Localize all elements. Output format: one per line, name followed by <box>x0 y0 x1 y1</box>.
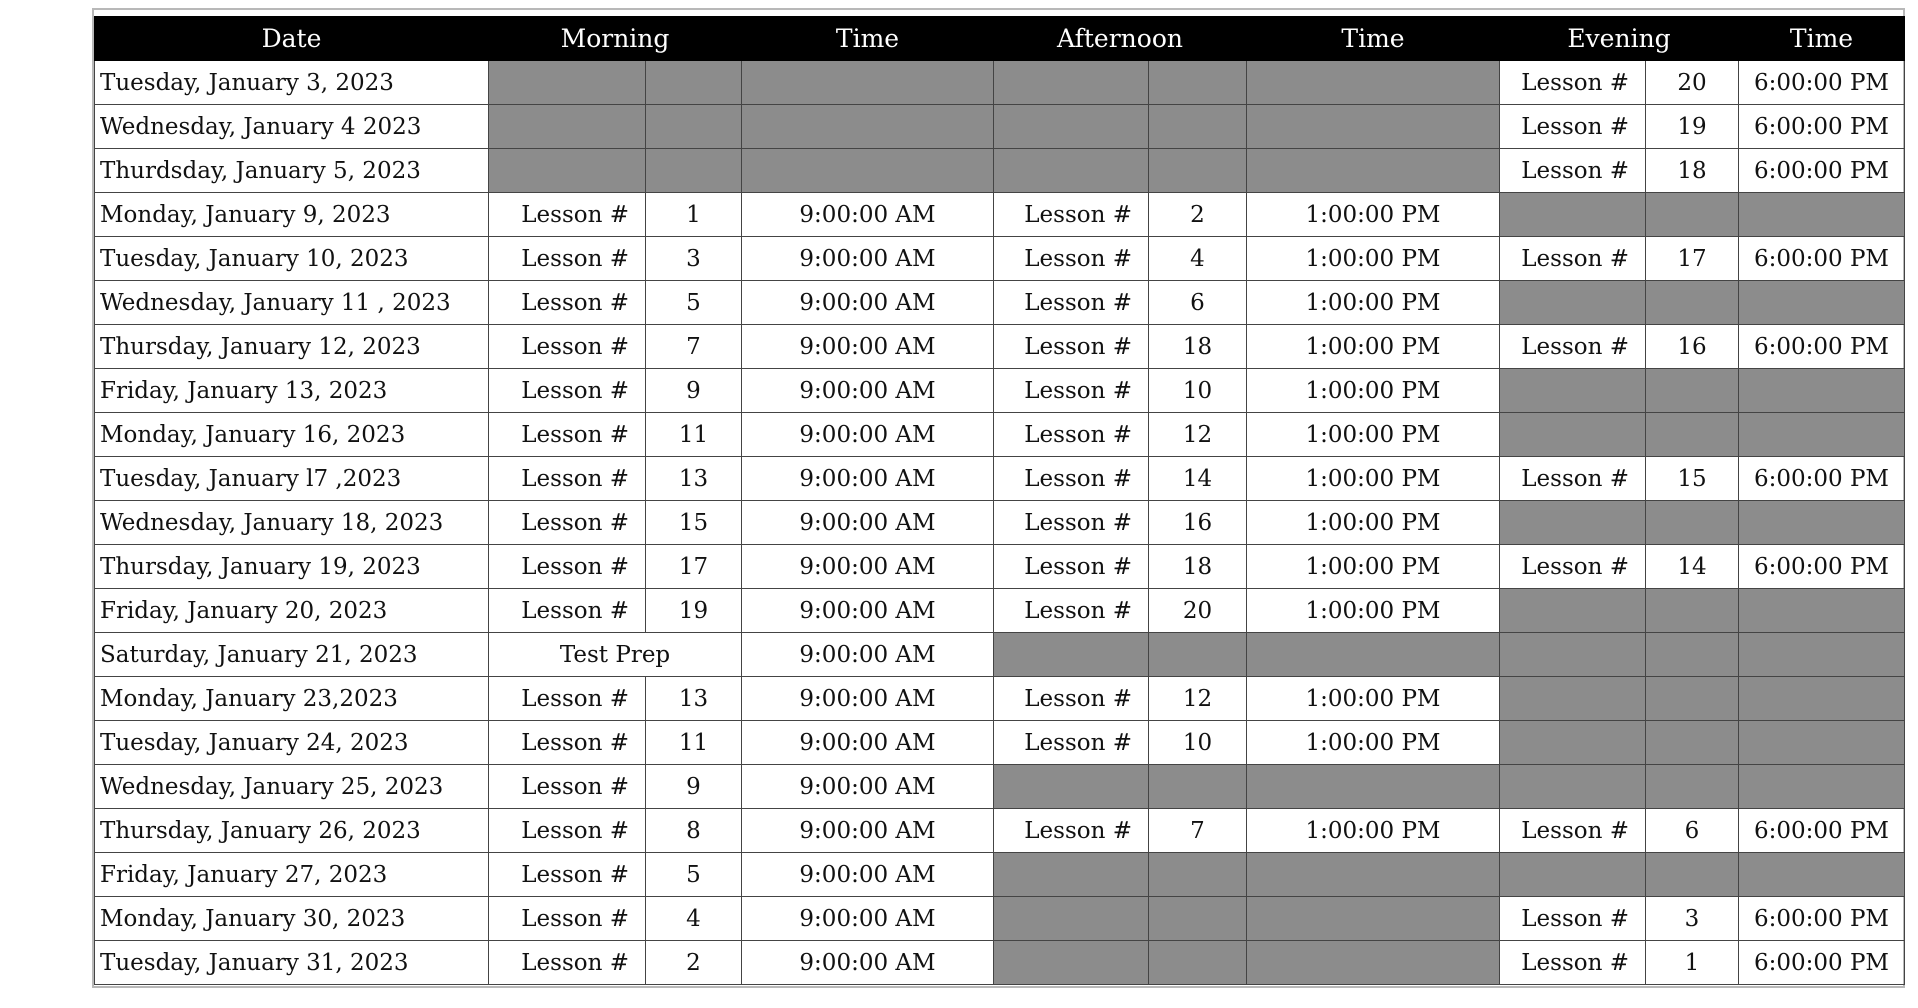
afternoon-empty-cell <box>1149 105 1247 149</box>
evening-lesson-label: Lesson # <box>1500 237 1646 281</box>
evening-lesson-label: Lesson # <box>1500 897 1646 941</box>
morning-lesson-number: 5 <box>646 281 742 325</box>
morning-lesson-number: 11 <box>646 721 742 765</box>
afternoon-time: 1:00:00 PM <box>1247 193 1500 237</box>
evening-empty-cell <box>1500 721 1646 765</box>
table-row <box>95 589 1905 633</box>
morning-lesson-label: Lesson # <box>489 369 646 413</box>
date-cell: Monday, January 16, 2023 <box>95 413 489 457</box>
afternoon-lesson-label: Lesson # <box>994 721 1149 765</box>
table-row <box>95 457 1905 501</box>
evening-time: 6:00:00 PM <box>1739 325 1905 369</box>
afternoon-time: 1:00:00 PM <box>1247 809 1500 853</box>
afternoon-empty-cell <box>1149 765 1247 809</box>
afternoon-time: 1:00:00 PM <box>1247 369 1500 413</box>
afternoon-time: 1:00:00 PM <box>1247 457 1500 501</box>
morning-time: 9:00:00 AM <box>742 721 994 765</box>
afternoon-lesson-number: 2 <box>1149 193 1247 237</box>
morning-time: 9:00:00 AM <box>742 457 994 501</box>
afternoon-lesson-number: 18 <box>1149 325 1247 369</box>
table-row <box>95 941 1905 985</box>
morning-lesson-label: Lesson # <box>489 765 646 809</box>
morning-time: 9:00:00 AM <box>742 677 994 721</box>
afternoon-time: 1:00:00 PM <box>1247 325 1500 369</box>
morning-lesson-number: 15 <box>646 501 742 545</box>
table-row <box>95 325 1905 369</box>
date-cell: Friday, January 27, 2023 <box>95 853 489 897</box>
evening-lesson-label: Lesson # <box>1500 61 1646 105</box>
evening-empty-cell <box>1646 369 1739 413</box>
evening-empty-cell <box>1646 281 1739 325</box>
date-cell: Wednesday, January 4 2023 <box>95 105 489 149</box>
date-cell: Monday, January 23,2023 <box>95 677 489 721</box>
evening-lesson-number: 17 <box>1646 237 1739 281</box>
morning-lesson-label: Lesson # <box>489 457 646 501</box>
afternoon-lesson-number: 16 <box>1149 501 1247 545</box>
afternoon-empty-cell <box>994 633 1149 677</box>
morning-lesson-number: 3 <box>646 237 742 281</box>
afternoon-lesson-number: 7 <box>1149 809 1247 853</box>
table-row <box>95 413 1905 457</box>
date-cell: Wednesday, January 18, 2023 <box>95 501 489 545</box>
header-row <box>95 17 1905 61</box>
evening-time: 6:00:00 PM <box>1739 457 1905 501</box>
afternoon-lesson-label: Lesson # <box>994 809 1149 853</box>
evening-lesson-number: 6 <box>1646 809 1739 853</box>
header-morning-time: Time <box>742 17 994 61</box>
evening-time: 6:00:00 PM <box>1739 897 1905 941</box>
evening-lesson-number: 15 <box>1646 457 1739 501</box>
morning-lesson-number: 7 <box>646 325 742 369</box>
morning-time: 9:00:00 AM <box>742 501 994 545</box>
evening-empty-cell <box>1739 677 1905 721</box>
evening-empty-cell <box>1500 369 1646 413</box>
afternoon-lesson-number: 6 <box>1149 281 1247 325</box>
afternoon-empty-cell <box>994 765 1149 809</box>
afternoon-empty-cell <box>1149 941 1247 985</box>
afternoon-lesson-label: Lesson # <box>994 325 1149 369</box>
header-evening-time: Time <box>1739 17 1905 61</box>
afternoon-empty-cell <box>1247 853 1500 897</box>
evening-lesson-label: Lesson # <box>1500 325 1646 369</box>
afternoon-empty-cell <box>994 897 1149 941</box>
evening-empty-cell <box>1739 765 1905 809</box>
afternoon-time: 1:00:00 PM <box>1247 721 1500 765</box>
evening-time: 6:00:00 PM <box>1739 105 1905 149</box>
morning-lesson-label: Lesson # <box>489 721 646 765</box>
morning-time: 9:00:00 AM <box>742 589 994 633</box>
schedule-body <box>95 61 1905 985</box>
morning-special-cell: Test Prep <box>489 633 742 677</box>
morning-empty-cell <box>742 105 994 149</box>
table-row <box>95 545 1905 589</box>
afternoon-lesson-label: Lesson # <box>994 369 1149 413</box>
morning-lesson-label: Lesson # <box>489 413 646 457</box>
evening-lesson-number: 19 <box>1646 105 1739 149</box>
afternoon-lesson-label: Lesson # <box>994 457 1149 501</box>
date-cell: Tuesday, January 24, 2023 <box>95 721 489 765</box>
evening-lesson-number: 1 <box>1646 941 1739 985</box>
table-row <box>95 897 1905 941</box>
date-cell: Tuesday, January l7 ,2023 <box>95 457 489 501</box>
afternoon-empty-cell <box>1247 765 1500 809</box>
afternoon-empty-cell <box>994 149 1149 193</box>
evening-lesson-label: Lesson # <box>1500 105 1646 149</box>
morning-time: 9:00:00 AM <box>742 369 994 413</box>
table-row <box>95 633 1905 677</box>
date-cell: Friday, January 13, 2023 <box>95 369 489 413</box>
morning-empty-cell <box>489 61 646 105</box>
afternoon-time: 1:00:00 PM <box>1247 237 1500 281</box>
header-afternoon: Afternoon <box>994 17 1247 61</box>
morning-lesson-label: Lesson # <box>489 281 646 325</box>
afternoon-lesson-number: 10 <box>1149 369 1247 413</box>
evening-lesson-number: 20 <box>1646 61 1739 105</box>
evening-empty-cell <box>1500 193 1646 237</box>
morning-empty-cell <box>489 149 646 193</box>
table-row <box>95 193 1905 237</box>
evening-empty-cell <box>1500 501 1646 545</box>
table-row <box>95 809 1905 853</box>
afternoon-time: 1:00:00 PM <box>1247 677 1500 721</box>
header-date: Date <box>95 17 489 61</box>
morning-lesson-label: Lesson # <box>489 325 646 369</box>
evening-empty-cell <box>1500 633 1646 677</box>
evening-empty-cell <box>1646 633 1739 677</box>
afternoon-lesson-label: Lesson # <box>994 237 1149 281</box>
date-cell: Monday, January 9, 2023 <box>95 193 489 237</box>
evening-time: 6:00:00 PM <box>1739 61 1905 105</box>
morning-empty-cell <box>742 61 994 105</box>
morning-empty-cell <box>646 105 742 149</box>
evening-empty-cell <box>1739 193 1905 237</box>
morning-time: 9:00:00 AM <box>742 941 994 985</box>
afternoon-lesson-label: Lesson # <box>994 413 1149 457</box>
evening-lesson-label: Lesson # <box>1500 941 1646 985</box>
morning-lesson-number: 9 <box>646 765 742 809</box>
morning-lesson-number: 17 <box>646 545 742 589</box>
morning-time: 9:00:00 AM <box>742 765 994 809</box>
afternoon-lesson-number: 18 <box>1149 545 1247 589</box>
table-row <box>95 721 1905 765</box>
afternoon-empty-cell <box>994 105 1149 149</box>
morning-time: 9:00:00 AM <box>742 281 994 325</box>
evening-empty-cell <box>1500 677 1646 721</box>
afternoon-empty-cell <box>1247 149 1500 193</box>
afternoon-empty-cell <box>1149 633 1247 677</box>
table-row <box>95 677 1905 721</box>
afternoon-empty-cell <box>1149 897 1247 941</box>
afternoon-empty-cell <box>994 61 1149 105</box>
afternoon-lesson-number: 14 <box>1149 457 1247 501</box>
afternoon-lesson-number: 12 <box>1149 677 1247 721</box>
evening-empty-cell <box>1739 369 1905 413</box>
afternoon-lesson-number: 4 <box>1149 237 1247 281</box>
evening-empty-cell <box>1646 589 1739 633</box>
table-row <box>95 237 1905 281</box>
afternoon-lesson-number: 12 <box>1149 413 1247 457</box>
table-row <box>95 61 1905 105</box>
afternoon-empty-cell <box>1247 61 1500 105</box>
evening-lesson-number: 3 <box>1646 897 1739 941</box>
afternoon-empty-cell <box>994 853 1149 897</box>
date-cell: Tuesday, January 10, 2023 <box>95 237 489 281</box>
morning-lesson-number: 9 <box>646 369 742 413</box>
date-cell: Wednesday, January 25, 2023 <box>95 765 489 809</box>
morning-lesson-number: 19 <box>646 589 742 633</box>
date-cell: Thursday, January 26, 2023 <box>95 809 489 853</box>
header-afternoon-time: Time <box>1247 17 1500 61</box>
afternoon-time: 1:00:00 PM <box>1247 281 1500 325</box>
afternoon-empty-cell <box>1149 149 1247 193</box>
morning-lesson-label: Lesson # <box>489 897 646 941</box>
morning-lesson-label: Lesson # <box>489 501 646 545</box>
table-row <box>95 281 1905 325</box>
morning-lesson-number: 11 <box>646 413 742 457</box>
evening-empty-cell <box>1646 721 1739 765</box>
afternoon-time: 1:00:00 PM <box>1247 501 1500 545</box>
morning-time: 9:00:00 AM <box>742 897 994 941</box>
afternoon-empty-cell <box>1149 61 1247 105</box>
evening-empty-cell <box>1739 853 1905 897</box>
morning-time: 9:00:00 AM <box>742 633 994 677</box>
morning-lesson-label: Lesson # <box>489 809 646 853</box>
evening-empty-cell <box>1739 501 1905 545</box>
table-row <box>95 853 1905 897</box>
evening-empty-cell <box>1646 413 1739 457</box>
date-cell: Tuesday, January 3, 2023 <box>95 61 489 105</box>
morning-lesson-label: Lesson # <box>489 853 646 897</box>
morning-lesson-label: Lesson # <box>489 677 646 721</box>
evening-lesson-number: 14 <box>1646 545 1739 589</box>
evening-empty-cell <box>1739 413 1905 457</box>
evening-empty-cell <box>1739 589 1905 633</box>
table-row <box>95 149 1905 193</box>
header-evening: Evening <box>1500 17 1739 61</box>
evening-time: 6:00:00 PM <box>1739 237 1905 281</box>
afternoon-lesson-label: Lesson # <box>994 545 1149 589</box>
afternoon-empty-cell <box>1149 853 1247 897</box>
date-cell: Thurdsday, January 5, 2023 <box>95 149 489 193</box>
lesson-schedule-table <box>94 16 1905 985</box>
evening-empty-cell <box>1646 501 1739 545</box>
morning-time: 9:00:00 AM <box>742 193 994 237</box>
morning-lesson-label: Lesson # <box>489 545 646 589</box>
header-morning: Morning <box>489 17 742 61</box>
morning-empty-cell <box>489 105 646 149</box>
table-row <box>95 105 1905 149</box>
evening-time: 6:00:00 PM <box>1739 545 1905 589</box>
evening-empty-cell <box>1739 281 1905 325</box>
afternoon-lesson-label: Lesson # <box>994 281 1149 325</box>
morning-lesson-number: 1 <box>646 193 742 237</box>
evening-empty-cell <box>1646 677 1739 721</box>
evening-empty-cell <box>1646 853 1739 897</box>
evening-empty-cell <box>1739 633 1905 677</box>
morning-time: 9:00:00 AM <box>742 237 994 281</box>
afternoon-time: 1:00:00 PM <box>1247 413 1500 457</box>
evening-lesson-label: Lesson # <box>1500 457 1646 501</box>
date-cell: Monday, January 30, 2023 <box>95 897 489 941</box>
date-cell: Tuesday, January 31, 2023 <box>95 941 489 985</box>
morning-time: 9:00:00 AM <box>742 325 994 369</box>
table-row <box>95 765 1905 809</box>
evening-empty-cell <box>1646 765 1739 809</box>
morning-lesson-label: Lesson # <box>489 589 646 633</box>
evening-lesson-label: Lesson # <box>1500 545 1646 589</box>
morning-time: 9:00:00 AM <box>742 413 994 457</box>
afternoon-lesson-label: Lesson # <box>994 501 1149 545</box>
evening-time: 6:00:00 PM <box>1739 941 1905 985</box>
morning-lesson-number: 13 <box>646 677 742 721</box>
morning-lesson-label: Lesson # <box>489 193 646 237</box>
evening-empty-cell <box>1500 281 1646 325</box>
afternoon-time: 1:00:00 PM <box>1247 545 1500 589</box>
morning-lesson-label: Lesson # <box>489 941 646 985</box>
table-row <box>95 501 1905 545</box>
afternoon-lesson-label: Lesson # <box>994 193 1149 237</box>
evening-lesson-label: Lesson # <box>1500 149 1646 193</box>
afternoon-time: 1:00:00 PM <box>1247 589 1500 633</box>
afternoon-empty-cell <box>1247 633 1500 677</box>
morning-lesson-number: 4 <box>646 897 742 941</box>
morning-lesson-number: 5 <box>646 853 742 897</box>
evening-empty-cell <box>1500 853 1646 897</box>
evening-lesson-number: 16 <box>1646 325 1739 369</box>
date-cell: Thursday, January 12, 2023 <box>95 325 489 369</box>
afternoon-empty-cell <box>994 941 1149 985</box>
afternoon-empty-cell <box>1247 897 1500 941</box>
afternoon-empty-cell <box>1247 105 1500 149</box>
date-cell: Thursday, January 19, 2023 <box>95 545 489 589</box>
morning-empty-cell <box>742 149 994 193</box>
afternoon-empty-cell <box>1247 941 1500 985</box>
evening-time: 6:00:00 PM <box>1739 809 1905 853</box>
evening-empty-cell <box>1500 765 1646 809</box>
morning-lesson-label: Lesson # <box>489 237 646 281</box>
afternoon-lesson-number: 20 <box>1149 589 1247 633</box>
date-cell: Saturday, January 21, 2023 <box>95 633 489 677</box>
evening-lesson-number: 18 <box>1646 149 1739 193</box>
table-row <box>95 369 1905 413</box>
morning-time: 9:00:00 AM <box>742 853 994 897</box>
morning-lesson-number: 8 <box>646 809 742 853</box>
afternoon-lesson-label: Lesson # <box>994 589 1149 633</box>
evening-empty-cell <box>1646 193 1739 237</box>
afternoon-lesson-number: 10 <box>1149 721 1247 765</box>
morning-time: 9:00:00 AM <box>742 545 994 589</box>
date-cell: Wednesday, January 11 , 2023 <box>95 281 489 325</box>
morning-lesson-number: 2 <box>646 941 742 985</box>
afternoon-lesson-label: Lesson # <box>994 677 1149 721</box>
morning-lesson-number: 13 <box>646 457 742 501</box>
morning-empty-cell <box>646 149 742 193</box>
evening-empty-cell <box>1500 589 1646 633</box>
evening-empty-cell <box>1500 413 1646 457</box>
date-cell: Friday, January 20, 2023 <box>95 589 489 633</box>
evening-time: 6:00:00 PM <box>1739 149 1905 193</box>
evening-lesson-label: Lesson # <box>1500 809 1646 853</box>
morning-empty-cell <box>646 61 742 105</box>
morning-time: 9:00:00 AM <box>742 809 994 853</box>
evening-empty-cell <box>1739 721 1905 765</box>
